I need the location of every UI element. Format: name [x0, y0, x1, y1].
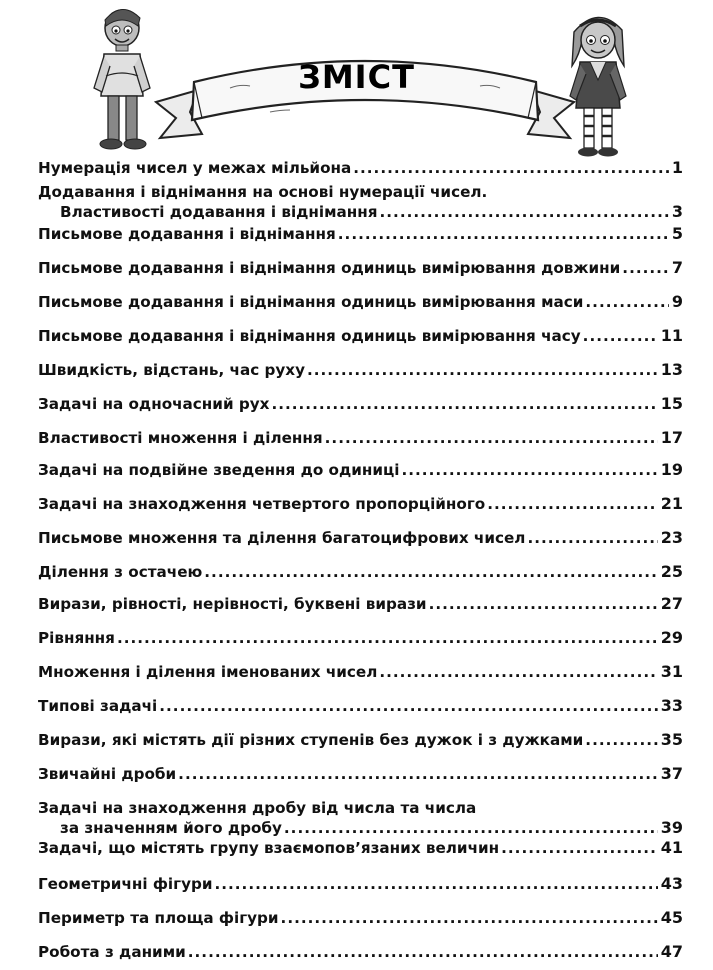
- toc-entry[interactable]: [38, 326, 683, 346]
- toc-entry-page-number: 39: [660, 818, 683, 837]
- toc-entry-title: Швидкість, відстань, час руху: [38, 361, 305, 379]
- toc-entry[interactable]: [38, 908, 683, 928]
- toc-entry[interactable]: [38, 360, 683, 380]
- toc-entry-page-number: 5: [671, 224, 683, 243]
- toc-entry-title: Нумерація чисел у межах мільйона: [38, 159, 352, 177]
- toc-entry-title: Типові задачі: [38, 697, 158, 715]
- toc-entry-title: Ділення з остачею: [38, 563, 203, 581]
- dot-leader: [501, 838, 658, 858]
- toc-entry-title: Задачі на знаходження четвертого пропорційного: [38, 495, 486, 513]
- dot-leader: [585, 730, 657, 750]
- dot-leader: [487, 494, 658, 514]
- dot-leader: [281, 908, 658, 928]
- toc-entry[interactable]: [38, 562, 683, 582]
- toc-entry-title: Письмове додавання і віднімання одиниць вимірювання маси: [38, 293, 584, 311]
- toc-entry-title: Звичайні дроби: [38, 765, 177, 783]
- girl-character-icon: [560, 10, 635, 158]
- toc-entry-page-number: 45: [660, 908, 683, 927]
- toc-entry-page-number: 9: [671, 292, 683, 311]
- dot-leader: [527, 528, 657, 548]
- toc-entry-title: Письмове додавання і віднімання: [38, 225, 336, 243]
- dot-leader: [307, 360, 658, 380]
- toc-entry[interactable]: [38, 428, 683, 448]
- toc-entry[interactable]: [38, 874, 683, 894]
- toc-entry-page-number: 41: [660, 838, 683, 857]
- toc-entry-title: Множення і ділення іменованих чисел: [38, 663, 378, 681]
- toc-entry[interactable]: [38, 696, 683, 716]
- toc-entry[interactable]: [38, 594, 683, 614]
- toc-entry-page-number: 27: [660, 594, 683, 613]
- toc-entry[interactable]: [38, 258, 683, 278]
- dot-leader: [204, 562, 657, 582]
- toc-entry[interactable]: [38, 494, 683, 514]
- toc-entry[interactable]: [38, 730, 683, 750]
- toc-entry-page-number: 19: [660, 460, 683, 479]
- dot-leader: [380, 202, 669, 222]
- toc-entry-title-line: Додавання і віднімання на основі нумерації чисел.: [38, 183, 488, 201]
- toc-entry-title: Письмове множення та ділення багатоцифрових чисел: [38, 529, 526, 547]
- dot-leader: [353, 158, 669, 178]
- toc-entry-title: Рівняння: [38, 629, 115, 647]
- toc-entry[interactable]: [38, 942, 683, 962]
- toc-entry[interactable]: [38, 182, 683, 222]
- toc-entry[interactable]: [38, 460, 683, 480]
- toc-entry-title: Вирази, рівності, нерівності, буквені вирази: [38, 595, 427, 613]
- dot-leader: [379, 662, 657, 682]
- toc-entry-title: Периметр та площа фігури: [38, 909, 279, 927]
- toc-entry[interactable]: [38, 838, 683, 858]
- toc-entry-page-number: 47: [660, 942, 683, 961]
- toc-entry-page-number: 3: [671, 202, 683, 221]
- toc-entry[interactable]: [38, 528, 683, 548]
- dot-leader: [325, 428, 658, 448]
- toc-entry-page-number: 43: [660, 874, 683, 893]
- toc-entry[interactable]: [38, 764, 683, 784]
- toc-entry-page-number: 21: [660, 494, 683, 513]
- toc-entry-title: Письмове додавання і віднімання одиниць вимірювання довжини: [38, 259, 621, 277]
- toc-entry-title: Задачі на подвійне зведення до одиниці: [38, 461, 400, 479]
- toc-entry-page-number: 11: [660, 326, 683, 345]
- toc-entry-page-number: 31: [660, 662, 683, 681]
- toc-entry-title: Геометричні фігури: [38, 875, 213, 893]
- toc-entry-page-number: 25: [660, 562, 683, 581]
- toc-entry-page-number: 29: [660, 628, 683, 647]
- dot-leader: [159, 696, 657, 716]
- dot-leader: [214, 874, 657, 894]
- toc-entry-title: Властивості додавання і віднімання: [60, 203, 378, 221]
- dot-leader: [117, 628, 658, 648]
- toc-entry-page-number: 23: [660, 528, 683, 547]
- toc-entry[interactable]: [38, 292, 683, 312]
- toc-entry-page-number: 13: [660, 360, 683, 379]
- dot-leader: [585, 292, 668, 312]
- dot-leader: [271, 394, 657, 414]
- dot-leader: [583, 326, 658, 346]
- toc-entry[interactable]: [38, 628, 683, 648]
- dot-leader: [178, 764, 658, 784]
- toc-entry-title: Властивості множення і ділення: [38, 429, 323, 447]
- toc-entry[interactable]: [38, 798, 683, 838]
- dot-leader: [338, 224, 669, 244]
- dot-leader: [188, 942, 658, 962]
- toc-entry-title: Вирази, які містять дії різних ступенів без дужок і з дужками: [38, 731, 584, 749]
- toc-entry-title: Письмове додавання і віднімання одиниць вимірювання часу: [38, 327, 581, 345]
- toc-entry-page-number: 7: [671, 258, 683, 277]
- dot-leader: [402, 460, 658, 480]
- dot-leader: [622, 258, 669, 278]
- toc-entry-page-number: 35: [660, 730, 683, 749]
- toc-entry-title: Задачі, що містять групу взаємопов’язаних величин: [38, 839, 500, 857]
- page-title: ЗМІСТ: [298, 58, 415, 96]
- toc-entry[interactable]: [38, 224, 683, 244]
- toc-entry[interactable]: [38, 158, 683, 178]
- dot-leader: [284, 818, 658, 838]
- dot-leader: [429, 594, 658, 614]
- toc-entry[interactable]: [38, 394, 683, 414]
- toc-entry-page-number: 37: [660, 764, 683, 783]
- toc-entry-page-number: 33: [660, 696, 683, 715]
- toc-entry-title-line: Задачі на знаходження дробу від числа та числа: [38, 799, 477, 817]
- toc-entry-page-number: 1: [671, 158, 683, 177]
- toc-entry-title: Задачі на одночасний рух: [38, 395, 270, 413]
- toc-entry-title: Робота з даними: [38, 943, 186, 961]
- toc-entry-page-number: 15: [660, 394, 683, 413]
- toc-entry-title: за значенням його дробу: [60, 819, 282, 837]
- header: [0, 0, 713, 160]
- toc-entry-page-number: 17: [660, 428, 683, 447]
- toc-entry[interactable]: [38, 662, 683, 682]
